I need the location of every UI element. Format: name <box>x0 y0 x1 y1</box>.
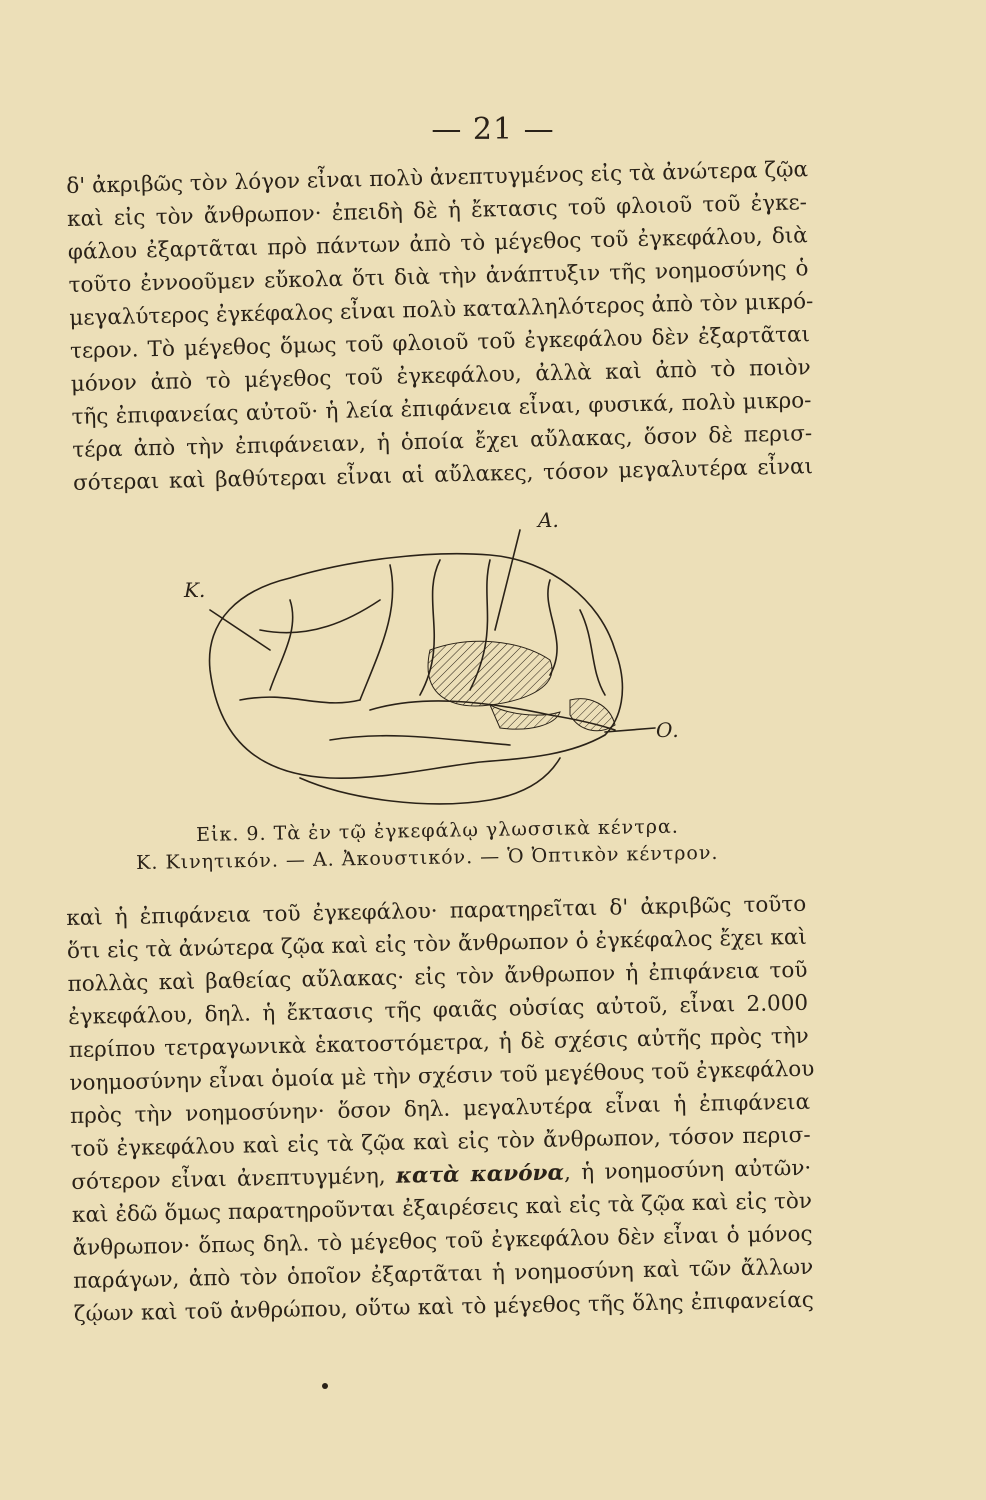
text-line: σότεραι καὶ βαθύτεραι εἶναι αἱ αὔλακες, τόσον μεγαλυτέρα εἶναι <box>72 454 814 496</box>
brain-figure <box>150 500 710 830</box>
text-fragment: σότερον εἶναι ἀνεπτυγμένη, <box>71 1163 397 1195</box>
text-line: τοῦ ἐγκεφάλου καὶ εἰς τὰ ζῷα καὶ εἰς τὸν ἄνθρωπον, τόσον περισ- <box>70 1122 811 1162</box>
text-line: ἄνθρωπον· ὅπως δηλ. τὸ μέγεθος τοῦ ἐγκεφάλου δὲν εἶναι ὁ μόνος <box>72 1221 813 1261</box>
text-line: πρὸς τὴν νοημοσύνην· ὅσον δηλ. μεγαλυτέρα εἶναι ἡ ἐπιφάνεια <box>69 1089 811 1129</box>
figure-caption-legend: Κ. Κινητικόν. — Α. Ἀκουστικόν. — Ὁ Ὀπτικὸν κέντρον. <box>136 841 719 874</box>
text-line: τοῦτο ἐννοοῦμεν εὔκολα ὅτι διὰ τὴν ἀνάπτυξιν τῆς νοημοσύνης ὁ <box>68 256 809 298</box>
text-line: μεγαλύτερος ἐγκέφαλος εἶναι πολὺ καταλληλότερος ἀπὸ τὸν μικρό- <box>69 289 814 331</box>
text-fragment: , ἡ νοημοσύνη αὐτῶν· <box>563 1155 812 1186</box>
text-line: καὶ ἐδῶ ὅμως παρατηροῦνται ἐξαιρέσεις καὶ εἰς τὰ ζῷα καὶ εἰς τὸν <box>71 1188 813 1228</box>
text-line: τέρα ἀπὸ τὴν ἐπιφάνειαν, ἡ ὁποία ἔχει αὔλακας, ὅσον δὲ περισ- <box>72 421 813 463</box>
text-line: ὅτι εἰς τὰ ἀνώτερα ζῷα καὶ εἰς τὸν ἄνθρωπον ὁ ἐγκέφαλος ἔχει καὶ <box>66 924 808 964</box>
paragraph-top <box>66 153 813 500</box>
text-line: τῆς ἐπιφανείας αὐτοῦ· ἡ λεία ἐπιφάνεια εἶναι, φυσικά, πολὺ μικρο- <box>71 388 812 430</box>
text-line: φάλου ἐξαρτᾶται πρὸ πάντων ἀπὸ τὸ μέγεθος τοῦ ἐγκεφάλου, διὰ <box>67 223 808 265</box>
text-line: ζῴων καὶ τοῦ ἀνθρώπου, οὕτω καὶ τὸ μέγεθος τῆς ὅλης ἐπιφανείας <box>73 1287 815 1327</box>
figure-label-o: Ο. <box>656 718 679 742</box>
text-line: παράγων, ἀπὸ τὸν ὁποῖον ἐξαρτᾶται ἡ νοημοσύνη καὶ τῶν ἄλλων <box>73 1254 814 1294</box>
figure-label-a: Α. <box>538 508 559 532</box>
paragraph-bottom <box>66 888 814 1331</box>
text-line: δ' ἀκριβῶς τὸν λόγον εἶναι πολὺ ἀνεπτυγμένος εἰς τὰ ἀνώτερα ζῷα <box>66 157 809 199</box>
text-line: μόνον ἀπὸ τὸ μέγεθος τοῦ ἐγκεφάλου, ἀλλὰ καὶ ἀπὸ τὸ ποιὸν <box>70 355 811 397</box>
page-number: — 21 — <box>431 112 555 147</box>
figure-label-k: Κ. <box>184 578 206 602</box>
text-line: καὶ εἰς τὸν ἄνθρωπον· ἐπειδὴ δὲ ἡ ἔκτασις τοῦ φλοιοῦ τοῦ ἐγκε- <box>66 190 808 232</box>
text-line: τερον. Τὸ μέγεθος ὅμως τοῦ φλοιοῦ τοῦ ἐγκεφάλου δὲν ἐξαρτᾶται <box>69 322 811 364</box>
text-line: πολλὰς καὶ βαθείας αὔλακας· εἰς τὸν ἄνθρωπον ἡ ἐπιφάνεια τοῦ <box>67 957 808 997</box>
figure-caption-title: Εἰκ. 9. Τὰ ἐν τῷ ἐγκεφάλῳ γλωσσικὰ κέντρα. <box>196 815 679 846</box>
text-line: ἐγκεφάλου, δηλ. ἡ ἔκτασις τῆς φαιᾶς οὐσίας αὐτοῦ, εἶναι 2.000 <box>67 990 809 1030</box>
emphasized-phrase: κατὰ κανόνα <box>395 1160 565 1189</box>
text-line: καὶ ἡ ἐπιφάνεια τοῦ ἐγκεφάλου· παρατηρεῖται δ' ἀκριβῶς τοῦτο <box>66 891 807 931</box>
ink-dot <box>322 1383 328 1389</box>
text-line: νοημοσύνην εἶναι ὁμοία μὲ τὴν σχέσιν τοῦ μεγέθους τοῦ ἐγκεφάλου <box>69 1056 815 1096</box>
text-line: περίπου τετραγωνικὰ ἑκατοστόμετρα, ἡ δὲ σχέσις αὐτῆς πρὸς τὴν <box>68 1023 809 1063</box>
brain-illustration <box>150 500 710 830</box>
